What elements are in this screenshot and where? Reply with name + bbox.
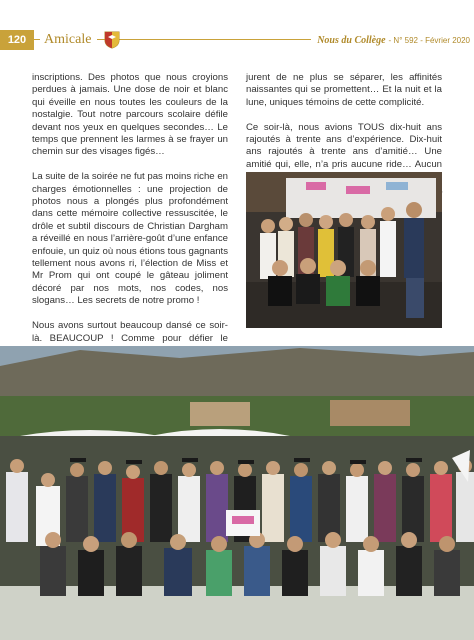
magazine-title: Nous du Collège [317,34,386,46]
group-photo-women [246,172,442,328]
paragraph: inscriptions. Des photos que nous croyions perdues à jamais. Une dose de noir et blanc qui éveille en nous toutes les couleurs de la nostalgie. Tout notre parcours scolaire défile devant nos yeux en quelques secondes… Le temps que prennent les larmes à se frayer un chemin sur des visages figés… [32,72,228,158]
page-header [0,30,474,50]
group-photo-women-image [246,172,442,328]
school-crest-icon [104,31,120,49]
section-title: Amicale [40,30,97,50]
class-reunion-group-photo [0,346,474,640]
paragraph: Nous avons surtout beaucoup dansé ce soir-là. BEAUCOUP ! Comme pour défier le [32,320,228,344]
page-number: 120 [0,30,34,50]
paragraph: jurent de ne plus se séparer, les affinités naissantes qui se promettent… Et la nuit et la lune, uniques témoins de cette complicité. [246,72,442,108]
magazine-block [311,30,474,50]
class-reunion-group-photo-image [0,346,474,640]
magazine-issue: - N° 592 - Février 2020 [388,35,470,45]
paragraph: La suite de la soirée ne fut pas moins riche en charges émotionnelles : une projection de photos nous a plongés plus profondément dans cette mémoire collective ressuscitée, le drôle et subtil discours de Christian Dargham a réveillé en nous l’arrière-goût d’une enfance enfouie, un quiz où nous étions tous gagnants tellement nous avons ri, l’élection de Miss et Mr Prom qui ont coupé le gâteau joliment décoré par nos mots, nos codes, nos slogans… Les secrets de notre promo ! [32,171,228,307]
paragraph: Ce soir-là, nous avions TOUS dix-huit ans rajoutés à trente ans d’expérience. Dix-huit ans rajoutés à trente ans d’amitié… Une amitié qui, elle, n’a pris aucune ride… Aucun [246,121,442,170]
